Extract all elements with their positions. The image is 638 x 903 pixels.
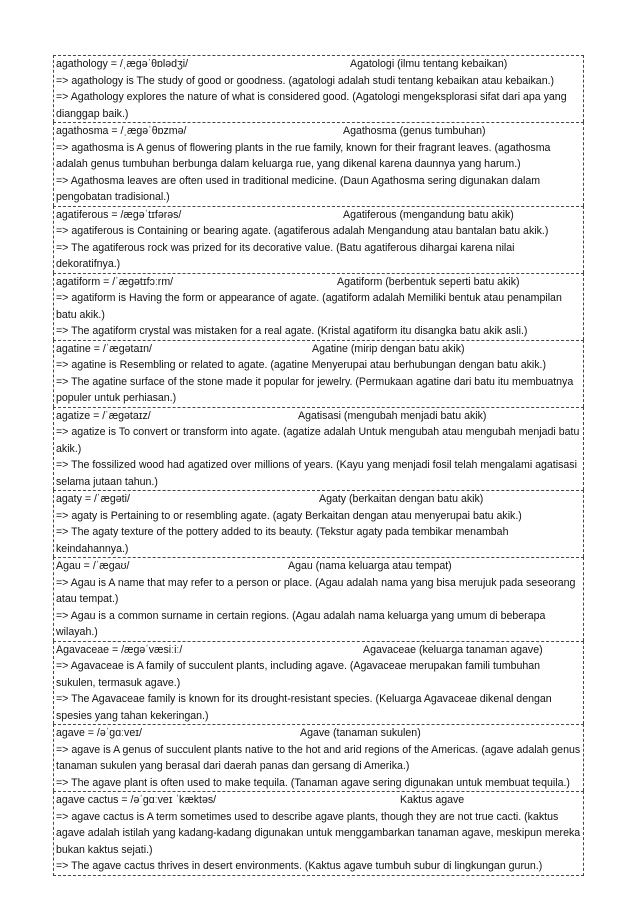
entry-header [56,408,581,425]
entry-definition: => agathosma is A genus of flowering plants in the rue family, known for their fragrant leaves. (agathosma adalah genus tumbuhan berbunga dalam keluarga rue, yang dikenal karena daunnya yang harum.) [56,141,551,170]
entry-term: agathology = /ˌæɡəˈθɒlədʒi/ [56,58,189,70]
entry-definition: => Agavaceae is A family of succulent plants, including agave. (Agavaceae merupakan famili tumbuhan sukulen, termasuk agave.) [56,660,541,689]
entry-translation: Agavaceae (keluarga tanaman agave) [363,643,543,656]
entry-translation: Agatologi (ilmu tentang kebaikan) [350,58,508,70]
entry-definition: => Agau is A name that may refer to a person or place. (Agau adalah nama yang bisa merujuk pada seseorang atau tempat.) [56,576,576,605]
entry-header [56,274,581,291]
entry-header [56,56,581,73]
dictionary-entry [53,791,584,876]
entry-definition: => agatize is To convert or transform into agate. (agatize adalah Untuk mengubah atau mengubah menjadi batu akik.) [56,426,580,455]
entry-translation: Agathosma (genus tumbuhan) [343,125,486,137]
entry-header [56,491,581,508]
entry-translation: Agatiform (berbentuk seperti batu akik) [337,275,520,288]
entry-translation: Agaty (berkaitan dengan batu akik) [319,493,484,505]
entry-example: => The fossilized wood had agatized over millions of years. (Kayu yang menjadi fosil telah mengalami agatisasi selama jutaan tahun.) [56,459,577,488]
dictionary-entry [53,641,584,725]
entry-header [56,642,581,659]
entry-translation: Kaktus agave [400,794,465,806]
entry-definition: => agathology is The study of good or goodness. (agatologi adalah studi tentang kebaikan atau kebaikan.) [56,74,555,87]
entry-term: agatiform = /ˈæɡətɪfɔːrm/ [56,275,174,288]
entry-term: agatiferous = /æɡəˈtɪfərəs/ [56,208,182,221]
entry-translation: Agatine (mirip dengan batu akik) [312,342,465,355]
dictionary-entry [53,340,584,407]
entry-example: => The agave cactus thrives in desert environments. (Kaktus agave tumbuh subur di lingkungan gurun.) [56,860,543,872]
entry-example: => The agatine surface of the stone made it popular for jewelry. (Permukaan agatine dari batu itu membuatnya populer untuk perhiasan.) [56,375,574,404]
entry-example: => The agave plant is often used to make tequila. (Tanaman agave sering digunakan untuk membuat tequila.) [56,776,570,789]
entry-translation: Agave (tanaman sukulen) [300,727,421,739]
dictionary-entry [53,273,584,340]
dictionary-entry [53,206,584,273]
dictionary-entry [53,490,584,557]
entry-example: => Agathology explores the nature of what is considered good. (Agatologi mengeksplorasi sifat dari apa yang dianggap baik.) [56,91,567,120]
entry-term: Agau = /ˈæɡaʊ/ [56,560,130,572]
dictionary-entry [53,407,584,491]
dictionary-entry [53,557,584,641]
entry-term: agave cactus = /əˈɡɑːveɪ ˈkæktəs/ [56,794,217,806]
entry-term: agave = /əˈɡɑːveɪ/ [56,727,142,739]
entry-term: agatine = /ˈæɡətaɪn/ [56,342,152,355]
entry-definition: => agave is A genus of succulent plants native to the hot and arid regions of the Americas. (agave adalah genus tanaman sukulen yang berasal dari daerah panas dan gersang di Amerika.) [56,743,581,772]
entry-definition: => agatiform is Having the form or appearance of agate. (agatiform adalah Memiliki bentuk atau penampilan batu akik.) [56,292,562,321]
entry-translation: Agau (nama keluarga atau tempat) [288,560,452,572]
dictionary-entry [53,55,584,122]
entry-translation: Agatisasi (mengubah menjadi batu akik) [298,409,487,422]
dictionary-page [53,55,584,876]
entry-header [56,207,581,224]
entry-term: agatize = /ˈæɡətaɪz/ [56,409,151,422]
entry-example: => Agau is a common surname in certain regions. (Agau adalah nama keluarga yang umum di beberapa wilayah.) [56,609,546,638]
entry-example: => The Agavaceae family is known for its drought-resistant species. (Keluarga Agavaceae dikenal dengan spesies yang tahan kekeringan.) [56,693,552,722]
dictionary-entry [53,724,584,791]
entry-definition: => agatiferous is Containing or bearing agate. (agatiferous adalah Mengandung atau bantalan batu akik.) [56,225,549,237]
entry-definition: => agave cactus is A term sometimes used to describe agave plants, though they are not true cacti. (kaktus agave adalah istilah yang kadang-kadang digunakan untuk menggambarkan tanaman agave, meskipun mereka bukan kaktus sejati.) [56,810,581,856]
entry-term: agathosma = /ˌæɡəˈθɒzmə/ [56,125,187,137]
entry-term: agaty = /ˈæɡəti/ [56,493,130,505]
dictionary-entry [53,122,584,206]
entry-header [56,792,581,809]
entry-header [56,725,581,742]
entry-definition: => agaty is Pertaining to or resembling agate. (agaty Berkaitan dengan atau menyerupai batu akik.) [56,509,522,522]
entry-example: => Agathosma leaves are often used in traditional medicine. (Daun Agathosma sering digunakan dalam pengobatan tradisional.) [56,174,541,203]
entry-header [56,341,581,358]
entry-header [56,558,581,575]
entry-example: => The agatiferous rock was prized for its decorative value. (Batu agatiferous dihargai karena nilai dekoratifnya.) [56,241,515,270]
entry-definition: => agatine is Resembling or related to agate. (agatine Menyerupai atau berhubungan dengan batu akik.) [56,359,547,371]
entry-header [56,123,581,140]
entry-translation: Agatiferous (mengandung batu akik) [343,208,514,221]
entry-term: Agavaceae = /æɡəˈvæsiːiː/ [56,643,183,656]
entry-example: => The agaty texture of the pottery added to its beauty. (Tekstur agaty pada tembikar menambah keindahannya.) [56,526,509,555]
entry-example: => The agatiform crystal was mistaken for a real agate. (Kristal agatiform itu disangka batu akik asli.) [56,325,528,337]
